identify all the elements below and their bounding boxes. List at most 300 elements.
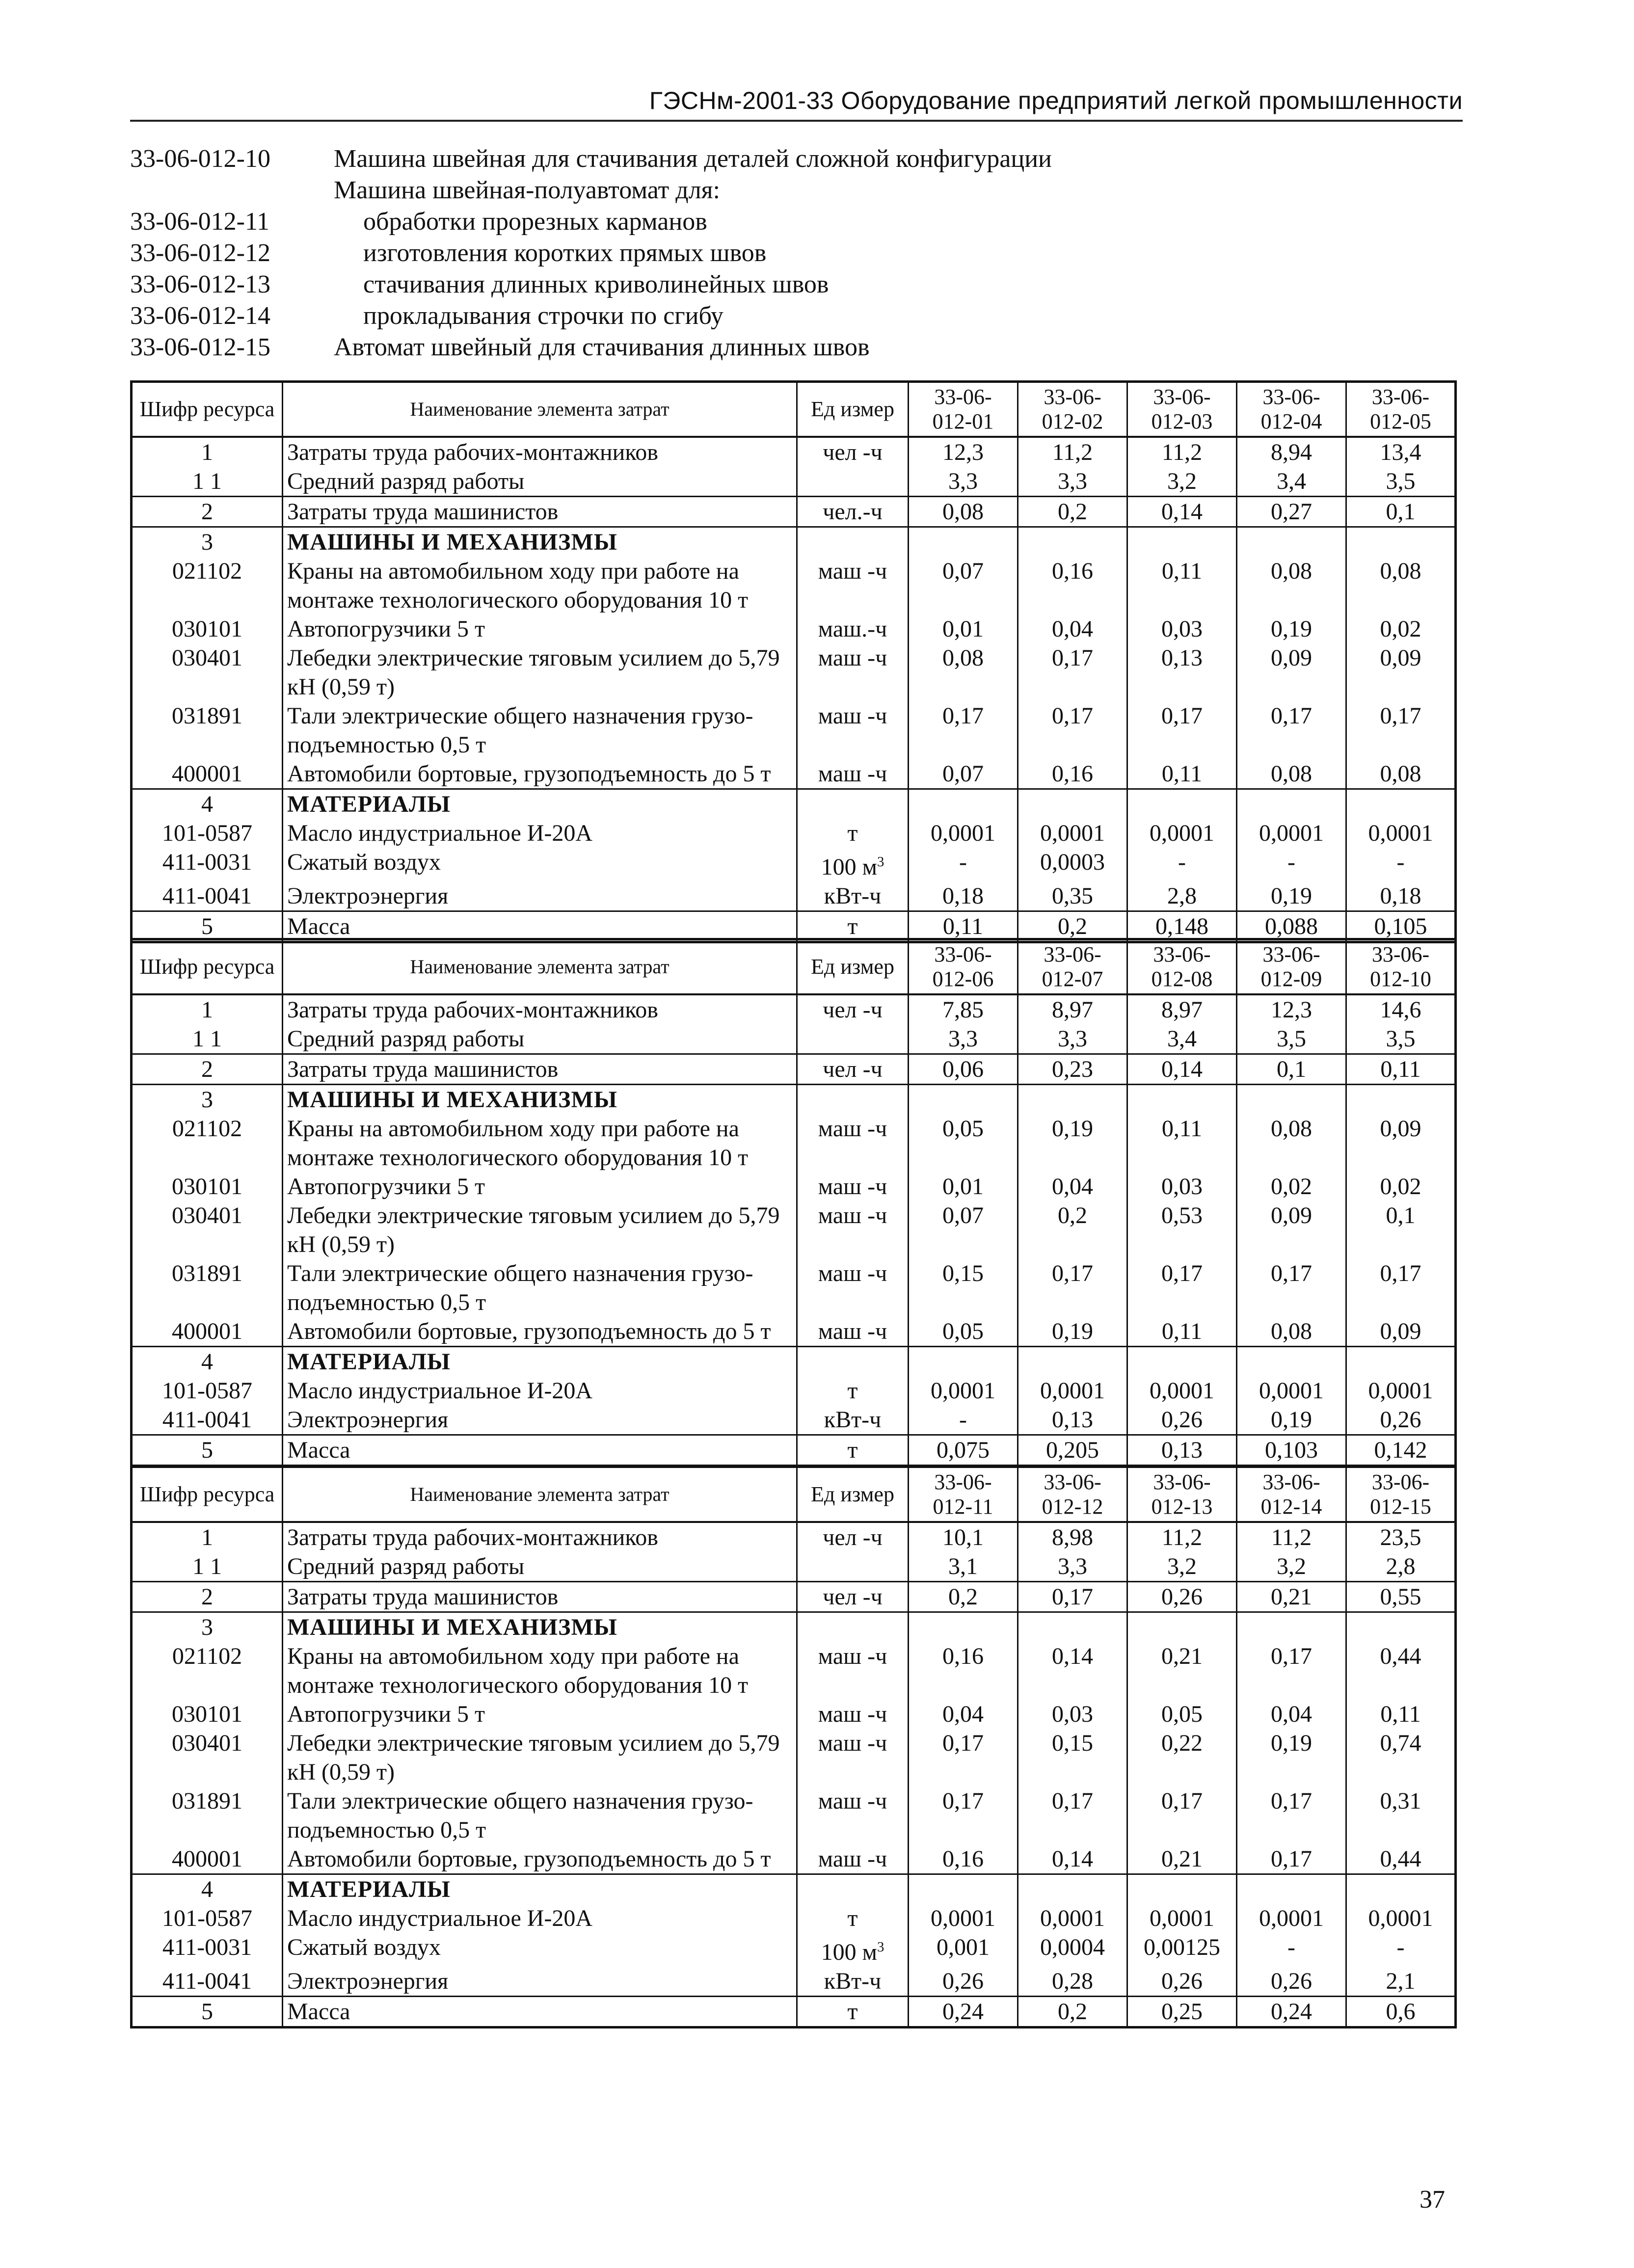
value-cell: 0,08 <box>1237 1317 1346 1347</box>
value-cell: 0,17 <box>1237 1844 1346 1874</box>
value-cell: 0,1 <box>1346 1201 1456 1259</box>
table-row <box>132 1317 1456 1347</box>
value-cell: 0,0001 <box>1127 1376 1237 1405</box>
resource-code-cell: 101-0587 <box>132 819 283 848</box>
value-cell: 0,19 <box>1018 1317 1127 1347</box>
cost-element-cell: МАШИНЫ И МЕХАНИЗМЫ <box>283 527 797 557</box>
value-cell: 0,17 <box>1018 1787 1127 1844</box>
code-description: обработки прорезных карманов <box>363 208 707 236</box>
value-cell: 0,14 <box>1018 1844 1127 1874</box>
resource-table-3 <box>130 1466 1457 2028</box>
code-description: Автомат швейный для стачивания длинных швов <box>334 333 870 361</box>
value-cell: 10,1 <box>909 1522 1018 1552</box>
value-cell <box>1127 1347 1237 1377</box>
value-cell: 0,19 <box>1237 1729 1346 1787</box>
value-cell: 3,5 <box>1237 1024 1346 1054</box>
value-cell <box>1237 527 1346 557</box>
value-cell: 0,05 <box>909 1317 1018 1347</box>
value-cell: 0,26 <box>909 1967 1018 1997</box>
cost-element-cell: Средний разряд работы <box>283 1024 797 1054</box>
header-cost-element: Наименование элемента затрат <box>283 1467 797 1522</box>
value-cell: 0,03 <box>1127 1172 1237 1201</box>
unit-cell: чел -ч <box>797 994 909 1024</box>
resource-code-cell: 400001 <box>132 1317 283 1347</box>
value-cell: 3,1 <box>909 1552 1018 1582</box>
resource-code-cell: 030401 <box>132 643 283 701</box>
header-resource-code: Шифр ресурса <box>132 939 283 995</box>
value-cell <box>1237 789 1346 819</box>
unit-cell: маш -ч <box>797 557 909 614</box>
value-cell: 0,26 <box>1127 1582 1237 1612</box>
value-cell: 0,14 <box>1127 1054 1237 1085</box>
table-row <box>132 1904 1456 1933</box>
norm-code-part: 012-06 <box>932 967 994 991</box>
value-cell: 0,17 <box>1237 701 1346 759</box>
value-cell: 0,44 <box>1346 1642 1456 1700</box>
value-cell <box>1018 527 1127 557</box>
value-cell: 0,14 <box>1127 497 1237 527</box>
norm-code-part: 33-06- <box>1262 1470 1320 1494</box>
value-cell: 0,08 <box>1237 1114 1346 1172</box>
table-row <box>132 819 1456 848</box>
table-row <box>132 1376 1456 1405</box>
unit-cell: 100 $м^3$ <box>797 848 909 881</box>
value-cell: 0,74 <box>1346 1729 1456 1787</box>
code-number: 33-06-012-10 <box>130 145 270 173</box>
value-cell: 0,08 <box>1237 557 1346 614</box>
value-cell: - <box>1127 848 1237 881</box>
value-cell: 0,11 <box>1127 759 1237 789</box>
value-cell: 0,09 <box>1346 1114 1456 1172</box>
resource-code-cell: 5 <box>132 911 283 942</box>
header-norm-code <box>1127 382 1237 437</box>
cost-element-cell: Тали электрические общего назначения грузо-подъемностью 0,5 т <box>283 1259 797 1317</box>
value-cell <box>1127 1612 1237 1642</box>
resource-code-cell: 101-0587 <box>132 1904 283 1933</box>
norm-code-part: 012-10 <box>1370 967 1431 991</box>
value-cell: 0,14 <box>1018 1642 1127 1700</box>
cost-element-cell: Затраты труда рабочих-монтажников <box>283 1522 797 1552</box>
value-cell: 3,4 <box>1127 1024 1237 1054</box>
value-cell: 0,001 <box>909 1933 1018 1967</box>
value-cell: 0,0001 <box>1127 819 1237 848</box>
unit-cell: маш -ч <box>797 701 909 759</box>
value-cell: 0,0003 <box>1018 848 1127 881</box>
cost-element-cell: Тали электрические общего назначения грузо-подъемностью 0,5 т <box>283 701 797 759</box>
value-cell: 0,0001 <box>909 1376 1018 1405</box>
value-cell: 12,3 <box>909 437 1018 467</box>
unit-cell <box>797 1874 909 1904</box>
table-row <box>132 759 1456 789</box>
value-cell: 0,26 <box>1127 1967 1237 1997</box>
table-row <box>132 1347 1456 1377</box>
resource-code-cell: 400001 <box>132 759 283 789</box>
value-cell: 3,2 <box>1127 467 1237 497</box>
resource-code-cell: 101-0587 <box>132 1376 283 1405</box>
value-cell: 0,15 <box>909 1259 1018 1317</box>
unit-cell <box>797 1552 909 1582</box>
resource-code-cell: 4 <box>132 789 283 819</box>
value-cell: 0,0004 <box>1018 1933 1127 1967</box>
header-resource-code: Шифр ресурса <box>132 382 283 437</box>
value-cell: 11,2 <box>1237 1522 1346 1552</box>
code-description: изготовления коротких прямых швов <box>363 239 767 267</box>
resource-code-cell: 400001 <box>132 1844 283 1874</box>
value-cell: 0,2 <box>1018 1201 1127 1259</box>
resource-code-cell: 3 <box>132 1612 283 1642</box>
value-cell: 0,2 <box>1018 1997 1127 2028</box>
table-row <box>132 557 1456 614</box>
norm-code-part: 012-09 <box>1260 967 1322 991</box>
value-cell: 0,01 <box>909 614 1018 643</box>
value-cell: 0,11 <box>1127 1317 1237 1347</box>
table-row <box>132 614 1456 643</box>
value-cell: 0,53 <box>1127 1201 1237 1259</box>
header-norm-code <box>1346 382 1456 437</box>
value-cell: 0,17 <box>1018 1259 1127 1317</box>
value-cell <box>909 527 1018 557</box>
value-cell: 0,19 <box>1018 1114 1127 1172</box>
value-cell: 0,142 <box>1346 1435 1456 1466</box>
value-cell <box>1346 1347 1456 1377</box>
unit-cell: чел -ч <box>797 1522 909 1552</box>
unit-cell: кВт-ч <box>797 1967 909 1997</box>
table-row <box>132 1642 1456 1700</box>
value-cell: 7,85 <box>909 994 1018 1024</box>
value-cell: 0,0001 <box>1237 819 1346 848</box>
norm-code-part: 012-02 <box>1042 409 1103 433</box>
value-cell: 3,2 <box>1127 1552 1237 1582</box>
value-cell: 0,18 <box>1346 881 1456 911</box>
resource-table-1 <box>130 380 1457 943</box>
value-cell: 0,2 <box>1018 911 1127 942</box>
unit-cell: 100 $м^3$ <box>797 1933 909 1967</box>
value-cell: 0,24 <box>1237 1997 1346 2028</box>
cost-element-cell: Краны на автомобильном ходу при работе на монтаже технологического оборудования 10 т <box>283 1642 797 1700</box>
unit-cell: маш -ч <box>797 1700 909 1729</box>
value-cell: 0,03 <box>1127 614 1237 643</box>
table-row <box>132 1552 1456 1582</box>
value-cell: 0,17 <box>1127 1259 1237 1317</box>
value-cell: 0,05 <box>909 1114 1018 1172</box>
value-cell: 0,0001 <box>1018 819 1127 848</box>
header-norm-code <box>1127 939 1237 995</box>
resource-table-2 <box>130 938 1457 1467</box>
unit-cell: т <box>797 1376 909 1405</box>
cost-element-cell: Масло индустриальное И-20А <box>283 819 797 848</box>
value-cell: 0,0001 <box>1237 1904 1346 1933</box>
value-cell: 0,35 <box>1018 881 1127 911</box>
header-unit: Ед измер <box>797 939 909 995</box>
code-description: Машина швейная для стачивания деталей сложной конфигурации <box>334 145 1052 173</box>
value-cell: 0,17 <box>909 1729 1018 1787</box>
table-row <box>132 1024 1456 1054</box>
value-cell: 2,8 <box>1346 1552 1456 1582</box>
table-row <box>132 1997 1456 2028</box>
header-norm-code <box>1018 939 1127 995</box>
value-cell: 2,8 <box>1127 881 1237 911</box>
norm-code-part: 33-06- <box>1153 942 1211 966</box>
value-cell: 8,94 <box>1237 437 1346 467</box>
value-cell: 0,17 <box>1346 701 1456 759</box>
value-cell: 0,07 <box>909 557 1018 614</box>
table-row <box>132 1582 1456 1612</box>
unit-cell: чел -ч <box>797 1054 909 1085</box>
value-cell: 3,3 <box>1018 467 1127 497</box>
table-row <box>132 994 1456 1024</box>
value-cell: 0,19 <box>1237 1405 1346 1435</box>
unit-cell: маш -ч <box>797 1729 909 1787</box>
cost-element-cell: Масса <box>283 1997 797 2028</box>
value-cell: 0,0001 <box>1346 1904 1456 1933</box>
resource-code-cell: 2 <box>132 1054 283 1085</box>
table-row <box>132 1729 1456 1787</box>
unit-cell: маш -ч <box>797 1317 909 1347</box>
norm-code-part: 33-06- <box>1262 942 1320 966</box>
value-cell: 0,18 <box>909 881 1018 911</box>
resource-code-cell: 411-0041 <box>132 1967 283 1997</box>
value-cell <box>1127 1085 1237 1115</box>
cost-element-cell: Краны на автомобильном ходу при работе на монтаже технологического оборудования 10 т <box>283 557 797 614</box>
value-cell: 0,2 <box>909 1582 1018 1612</box>
value-cell: 0,17 <box>1237 1259 1346 1317</box>
value-cell: 13,4 <box>1346 437 1456 467</box>
cost-element-cell: Автопогрузчики 5 т <box>283 1172 797 1201</box>
resource-code-cell: 1 1 <box>132 467 283 497</box>
value-cell: 0,13 <box>1018 1405 1127 1435</box>
value-cell <box>909 1347 1018 1377</box>
unit-cell: маш -ч <box>797 1114 909 1172</box>
value-cell: 0,11 <box>1346 1054 1456 1085</box>
unit-cell <box>797 527 909 557</box>
code-description: стачивания длинных криволинейных швов <box>363 270 829 298</box>
norm-code-part: 33-06- <box>934 385 992 409</box>
value-cell: 0,08 <box>1237 759 1346 789</box>
value-cell: 0,0001 <box>1018 1376 1127 1405</box>
value-cell: 0,17 <box>1018 1582 1127 1612</box>
header-title: ГЭСНм-2001-33 Оборудование предприятий легкой промышленности <box>649 87 1463 114</box>
table-row <box>132 1700 1456 1729</box>
value-cell <box>909 1612 1018 1642</box>
value-cell: 0,02 <box>1237 1172 1346 1201</box>
table-row <box>132 1259 1456 1317</box>
value-cell: 0,11 <box>1346 1700 1456 1729</box>
resource-code-cell: 030101 <box>132 1172 283 1201</box>
table-row <box>132 789 1456 819</box>
value-cell: 0,07 <box>909 1201 1018 1259</box>
code-number: 33-06-012-14 <box>130 302 270 330</box>
value-cell: 0,26 <box>1237 1967 1346 1997</box>
norm-code-part: 33-06- <box>934 1470 992 1494</box>
header-unit: Ед измер <box>797 382 909 437</box>
unit-cell: маш -ч <box>797 1259 909 1317</box>
header-norm-code <box>909 939 1018 995</box>
cost-element-cell: Автомобили бортовые, грузоподъемность до 5 т <box>283 759 797 789</box>
value-cell: 11,2 <box>1127 437 1237 467</box>
resource-code-cell: 021102 <box>132 1642 283 1700</box>
value-cell: 0,1 <box>1237 1054 1346 1085</box>
resource-code-cell: 4 <box>132 1874 283 1904</box>
value-cell <box>1346 1612 1456 1642</box>
cost-element-cell: Тали электрические общего назначения грузо-подъемностью 0,5 т <box>283 1787 797 1844</box>
resource-code-cell: 3 <box>132 1085 283 1115</box>
value-cell: 0,00125 <box>1127 1933 1237 1967</box>
norm-code-part: 33-06- <box>1371 385 1430 409</box>
value-cell: 0,17 <box>1018 701 1127 759</box>
value-cell: 0,16 <box>909 1844 1018 1874</box>
norm-code-part: 012-03 <box>1151 409 1213 433</box>
table-row <box>132 1844 1456 1874</box>
value-cell: 0,26 <box>1127 1405 1237 1435</box>
norm-code-part: 33-06- <box>1153 385 1211 409</box>
value-cell: 3,4 <box>1237 467 1346 497</box>
value-cell <box>1018 1085 1127 1115</box>
value-cell: 14,6 <box>1346 994 1456 1024</box>
cost-element-cell: Масса <box>283 1435 797 1466</box>
cost-element-cell: Средний разряд работы <box>283 467 797 497</box>
value-cell <box>1346 789 1456 819</box>
value-cell: 0,44 <box>1346 1844 1456 1874</box>
table-row <box>132 1201 1456 1259</box>
header-norm-code <box>1237 1467 1346 1522</box>
value-cell: 0,17 <box>1237 1642 1346 1700</box>
cost-element-cell: МАШИНЫ И МЕХАНИЗМЫ <box>283 1612 797 1642</box>
value-cell <box>909 1874 1018 1904</box>
resource-code-cell: 031891 <box>132 1787 283 1844</box>
value-cell: 0,26 <box>1346 1405 1456 1435</box>
table-row <box>132 467 1456 497</box>
cost-element-cell: Лебедки электрические тяговым усилием до 5,79 кН (0,59 т) <box>283 643 797 701</box>
value-cell: 0,21 <box>1127 1844 1237 1874</box>
value-cell: 0,105 <box>1346 911 1456 942</box>
norm-code-part: 33-06- <box>934 942 992 966</box>
value-cell: 0,0001 <box>1018 1904 1127 1933</box>
unit-cell: маш -ч <box>797 1844 909 1874</box>
value-cell: - <box>1346 1933 1456 1967</box>
value-cell: 0,11 <box>909 911 1018 942</box>
header-norm-code <box>1237 939 1346 995</box>
value-cell: 0,09 <box>1346 1317 1456 1347</box>
cost-element-cell: Электроэнергия <box>283 1405 797 1435</box>
resource-code-cell: 411-0041 <box>132 1405 283 1435</box>
value-cell: 12,3 <box>1237 994 1346 1024</box>
norm-code-part: 33-06- <box>1044 385 1101 409</box>
unit-cell <box>797 1024 909 1054</box>
resource-code-cell: 030101 <box>132 1700 283 1729</box>
norm-code-part: 012-15 <box>1370 1494 1431 1519</box>
resource-code-cell: 1 <box>132 1522 283 1552</box>
table-row <box>132 1612 1456 1642</box>
value-cell: 0,17 <box>1127 701 1237 759</box>
unit-cell: т <box>797 1435 909 1466</box>
code-number: 33-06-012-15 <box>130 333 270 361</box>
unit-cell: т <box>797 1904 909 1933</box>
value-cell <box>1237 1085 1346 1115</box>
value-cell: 0,04 <box>1237 1700 1346 1729</box>
value-cell: 0,205 <box>1018 1435 1127 1466</box>
value-cell: 3,3 <box>1018 1024 1127 1054</box>
cost-element-cell: Лебедки электрические тяговым усилием до 5,79 кН (0,59 т) <box>283 1201 797 1259</box>
unit-cell: чел -ч <box>797 437 909 467</box>
value-cell <box>1346 1874 1456 1904</box>
value-cell: 0,21 <box>1127 1642 1237 1700</box>
table-header-row <box>132 1467 1456 1522</box>
value-cell: 0,0001 <box>1346 1376 1456 1405</box>
value-cell: 3,5 <box>1346 1024 1456 1054</box>
value-cell: 0,0001 <box>909 1904 1018 1933</box>
unit-cell: маш -ч <box>797 1642 909 1700</box>
value-cell <box>1346 527 1456 557</box>
cost-element-cell: Масло индустриальное И-20А <box>283 1904 797 1933</box>
unit-cell: т <box>797 911 909 942</box>
resource-code-cell: 5 <box>132 1997 283 2028</box>
value-cell: 0,09 <box>1237 1201 1346 1259</box>
code-number: 33-06-012-13 <box>130 270 270 298</box>
value-cell: 0,02 <box>1346 614 1456 643</box>
value-cell: 0,148 <box>1127 911 1237 942</box>
header-cost-element: Наименование элемента затрат <box>283 382 797 437</box>
table-row <box>132 881 1456 911</box>
cost-element-cell: Автопогрузчики 5 т <box>283 1700 797 1729</box>
table-row <box>132 1085 1456 1115</box>
resource-code-cell: 3 <box>132 527 283 557</box>
value-cell: 0,0001 <box>1127 1904 1237 1933</box>
table-header-row <box>132 382 1456 437</box>
cost-element-cell: Лебедки электрические тяговым усилием до 5,79 кН (0,59 т) <box>283 1729 797 1787</box>
norm-code-part: 33-06- <box>1044 1470 1101 1494</box>
value-cell: 0,15 <box>1018 1729 1127 1787</box>
page-number: 37 <box>1420 2186 1445 2214</box>
unit-cell: кВт-ч <box>797 1405 909 1435</box>
norm-code-part: 33-06- <box>1262 385 1320 409</box>
value-cell: 0,2 <box>1018 497 1127 527</box>
value-cell <box>1237 1874 1346 1904</box>
resource-code-cell: 411-0031 <box>132 1933 283 1967</box>
table-row <box>132 1405 1456 1435</box>
norm-code-part: 33-06- <box>1371 942 1430 966</box>
cost-element-cell: Краны на автомобильном ходу при работе на монтаже технологического оборудования 10 т <box>283 1114 797 1172</box>
code-number: 33-06-012-11 <box>130 208 270 236</box>
value-cell <box>909 1085 1018 1115</box>
resource-code-cell: 031891 <box>132 1259 283 1317</box>
cost-element-cell: Электроэнергия <box>283 1967 797 1997</box>
value-cell: 0,03 <box>1018 1700 1127 1729</box>
unit-cell: маш -ч <box>797 1201 909 1259</box>
table-row <box>132 437 1456 467</box>
cost-element-cell: Затраты труда машинистов <box>283 1582 797 1612</box>
resource-code-cell: 030401 <box>132 1201 283 1259</box>
value-cell: 11,2 <box>1018 437 1127 467</box>
value-cell: 0,17 <box>1237 1787 1346 1844</box>
cost-element-cell: Масса <box>283 911 797 942</box>
value-cell: 0,0001 <box>1237 1376 1346 1405</box>
cost-element-cell: Сжатый воздух <box>283 848 797 881</box>
header-norm-code <box>1237 382 1346 437</box>
value-cell <box>1127 1874 1237 1904</box>
value-cell: 0,31 <box>1346 1787 1456 1844</box>
value-cell <box>1018 1612 1127 1642</box>
value-cell: 23,5 <box>1346 1522 1456 1552</box>
resource-code-cell: 1 <box>132 437 283 467</box>
header-norm-code <box>909 382 1018 437</box>
value-cell: 0,28 <box>1018 1967 1127 1997</box>
norm-code-part: 012-01 <box>932 409 994 433</box>
cost-element-cell: Автомобили бортовые, грузоподъемность до 5 т <box>283 1844 797 1874</box>
unit-cell <box>797 1612 909 1642</box>
value-cell: - <box>1237 848 1346 881</box>
header-norm-code <box>1127 1467 1237 1522</box>
table-row <box>132 701 1456 759</box>
